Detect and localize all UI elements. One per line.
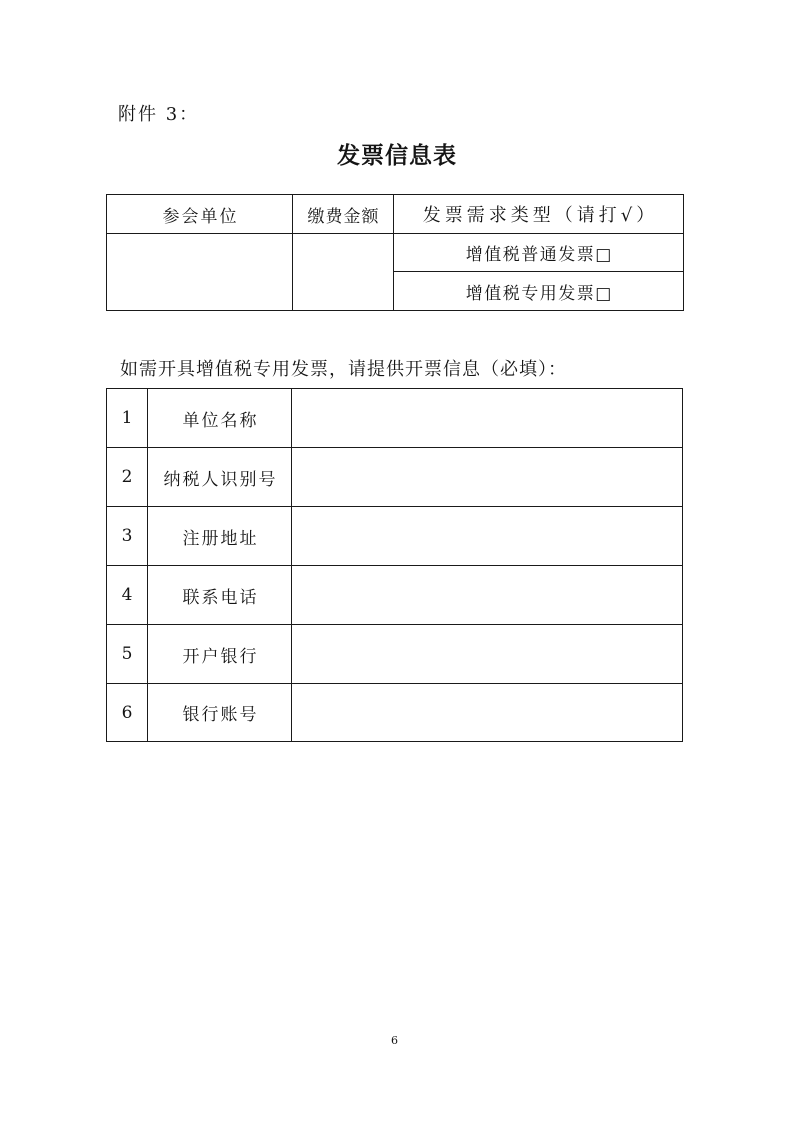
option-special-vat-invoice: 增值税专用发票□: [394, 272, 684, 311]
table-row: [107, 566, 683, 625]
field-label-registered-address: 注册地址: [148, 507, 292, 566]
row-number: 5: [107, 625, 148, 684]
option-general-vat-invoice: 增值税普通发票□: [394, 234, 684, 272]
special-invoice-instruction: 如需开具增值税专用发票，请提供开票信息（必填）：: [120, 359, 567, 380]
field-label-phone: 联系电话: [148, 566, 292, 625]
participating-unit-value-cell: [107, 234, 293, 311]
header-invoice-type: 发票需求类型（请打√）: [394, 195, 684, 234]
table-row: [107, 389, 683, 448]
field-value-cell: [292, 389, 683, 448]
row-number: 3: [107, 507, 148, 566]
field-value-cell: [292, 566, 683, 625]
table-row: [107, 507, 683, 566]
field-value-cell: [292, 507, 683, 566]
table-row: [107, 625, 683, 684]
page-title: 发票信息表: [337, 142, 457, 169]
attachment-label: 附件 3：: [118, 104, 200, 125]
billing-info-table: [106, 388, 683, 742]
field-label-taxpayer-id: 纳税人识别号: [148, 448, 292, 507]
field-value-cell: [292, 448, 683, 507]
table-header-row: [107, 195, 684, 234]
header-payment-amount: 缴费金额: [293, 195, 394, 234]
row-number: 1: [107, 389, 148, 448]
row-number: 2: [107, 448, 148, 507]
field-value-cell: [292, 684, 683, 742]
row-number: 4: [107, 566, 148, 625]
table-row: [107, 234, 684, 272]
table-row: [107, 448, 683, 507]
field-label-bank: 开户银行: [148, 625, 292, 684]
payment-amount-value-cell: [293, 234, 394, 311]
invoice-type-table: [106, 194, 684, 311]
field-value-cell: [292, 625, 683, 684]
table-row: [107, 684, 683, 742]
header-participating-unit: 参会单位: [107, 195, 293, 234]
page-number: 6: [391, 1034, 398, 1047]
field-label-bank-account: 银行账号: [148, 684, 292, 742]
field-label-unit-name: 单位名称: [148, 389, 292, 448]
row-number: 6: [107, 684, 148, 742]
